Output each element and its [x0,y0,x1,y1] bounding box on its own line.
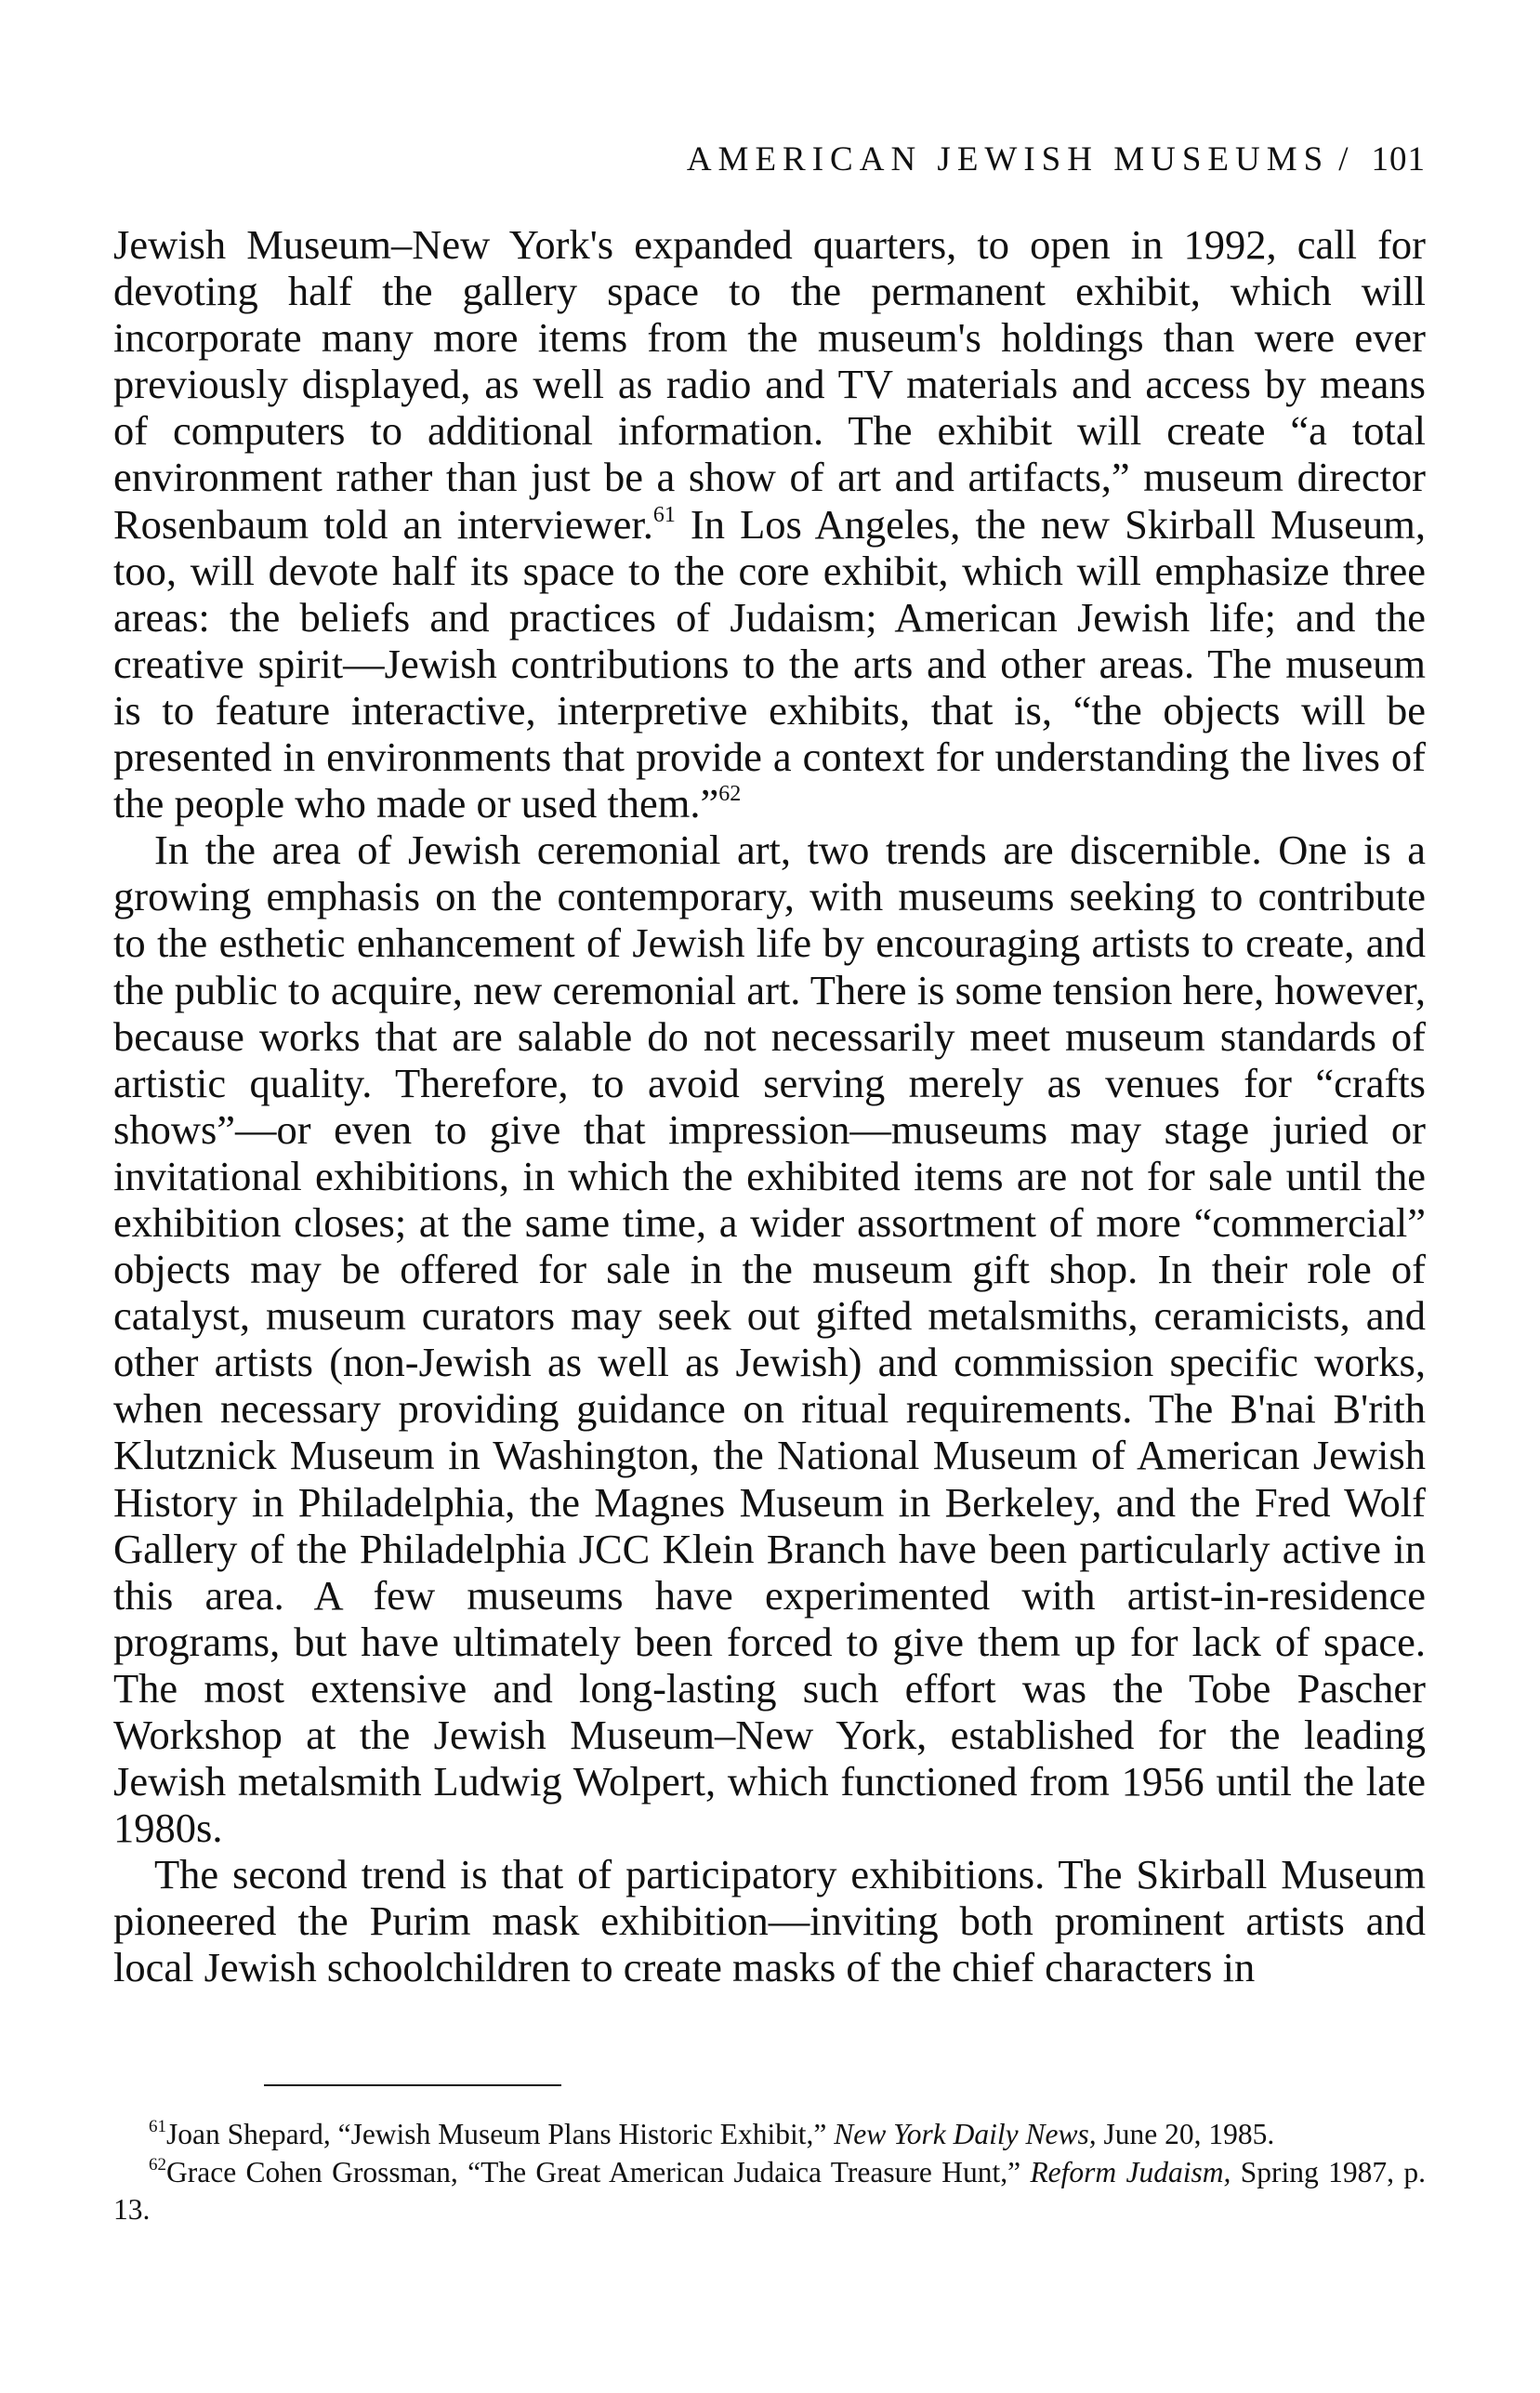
paragraph-1-text-b: In Los Angeles, the new Skirball Museum, too, will devote half its space to the core exhibit, which will emphasize three areas: the beliefs and practices of Judaism; American Jewish life; and the creative spirit—Jewish contributions to the arts and other areas. The museum is to feature interactive, interpretive exhibits, that is, “the objects will be presented in environments that provide a context for understanding the lives of the people who made or used them.” [113,500,1426,827]
paragraph-3: The second trend is that of participatory exhibitions. The Skirball Museum pioneered the Purim mask exhibition—inviting both prominent artists and local Jewish schoolchildren to create masks of the chief characters in [113,1851,1426,1991]
footnote-text-end: June 20, 1985. [1096,2118,1275,2150]
page-number: 101 [1371,140,1426,178]
footnote-source-title: New York Daily News, [834,2118,1097,2150]
running-header-title: AMERICAN JEWISH MUSEUMS [686,140,1330,178]
footnote-text: Joan Shepard, “Jewish Museum Plans Historic Exhibit,” [166,2118,835,2150]
footnote-divider [264,2084,561,2086]
paragraph-2: In the area of Jewish ceremonial art, two trends are discernible. One is a growing emphasis on the contemporary, with museums seeking to contribute to the esthetic enhancement of Jewish life by encouraging artists to create, and the public to acquire, new ceremonial art. There is some tension here, however, because works that are salable do not necessarily meet museum standards of artistic quality. Therefore, to avoid serving merely as venues for “crafts shows”—or even to give that impression—museums may stage juried or invitational exhibitions, in which the exhibited items are not for sale until the exhibition closes; at the same time, a wider assortment of more “commercial” objects may be offered for sale in the museum gift shop. In their role of catalyst, museum curators may seek out gifted metalsmiths, ceramicists, and other artists (non-Jewish as well as Jewish) and commission specific works, when necessary providing guidance on ritual requirements. The B'nai B'rith Klutznick Museum in Washington, the National Museum of American Jewish History in Philadelphia, the Magnes Museum in Berkeley, and the Fred Wolf Gallery of the Philadelphia JCC Klein Branch have been particularly active in this area. A few museums have experimented with artist-in-residence programs, but have ultimately been forced to give them up for lack of space. The most extensive and long-lasting such effort was the Tobe Pascher Workshop at the Jewish Museum–New York, established for the leading Jewish metalsmith Ludwig Wolpert, which functioned from 1956 until the late 1980s. [113,826,1426,1852]
footnotes [113,2116,1426,2229]
footnote-number: 62 [149,2154,166,2175]
footnote-text-end: Spring 1987, p. 13. [113,2155,1426,2226]
footnote-source-title: Reform Judaism, [1030,2155,1231,2188]
running-header-separator: / [1338,140,1355,178]
footnote-61 [113,2116,1426,2154]
paragraph-1-text-a: Jewish Museum–New York's expanded quarters, to open in 1992, call for devoting half the gallery space to the permanent exhibit, which will incorporate many more items from the museum's holdings than were ever previously displayed, as well as radio and TV materials and access by means of computers to additional information. The exhibit will create “a total environment rather than just be a show of art and artifacts,” museum director Rosenbaum told an interviewer. [113,221,1426,548]
running-header [687,139,1426,179]
footnote-number: 61 [149,2117,166,2136]
footnote-62 [113,2154,1426,2229]
footnote-ref-61: 61 [652,502,676,527]
footnote-ref-62: 62 [718,782,742,807]
paragraph-1 [113,221,1426,826]
footnote-text: Grace Cohen Grossman, “The Great American Judaica Treasure Hunt,” [166,2155,1031,2188]
body-text [113,221,1426,1991]
